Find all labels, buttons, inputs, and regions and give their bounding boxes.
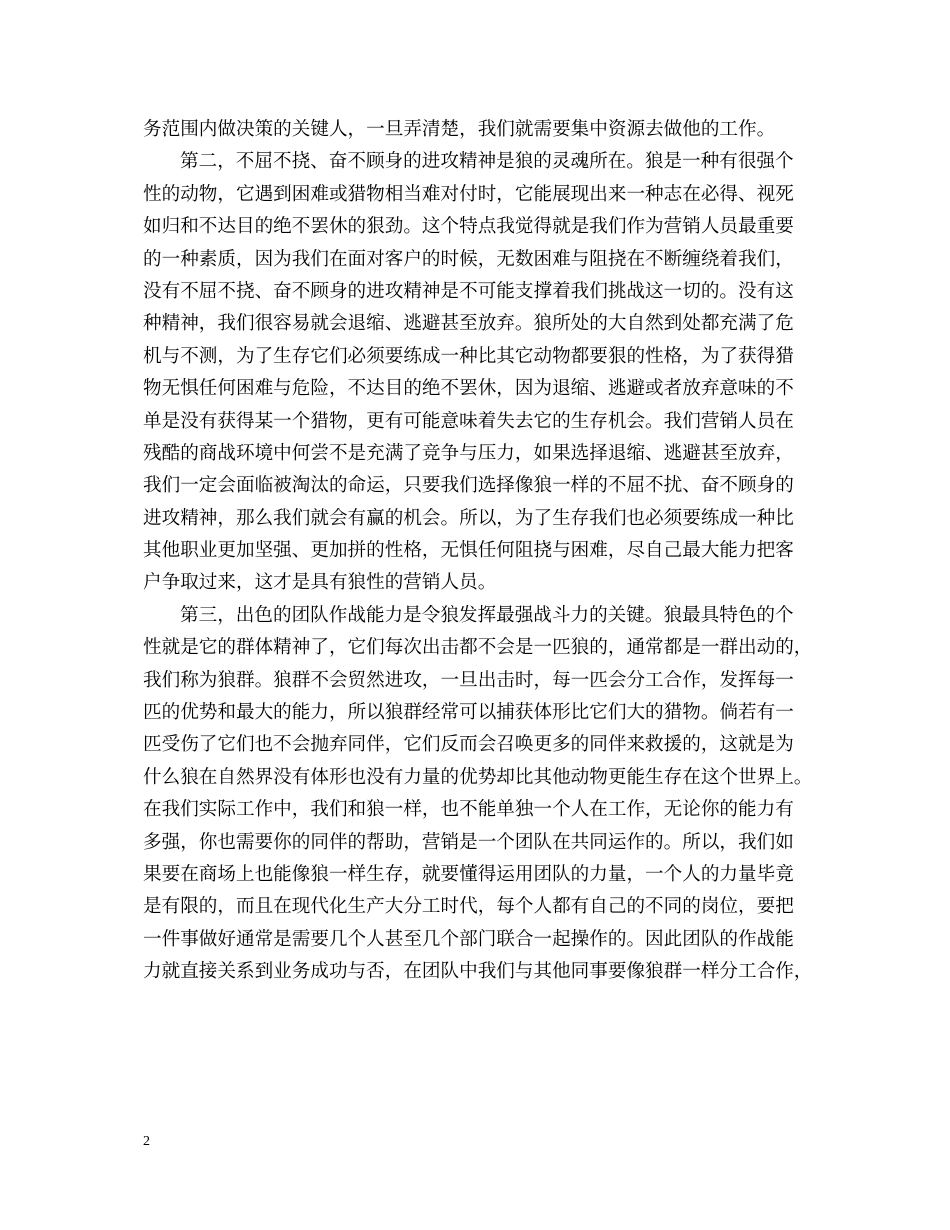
paragraph-first-line: 第二，不屈不挠、奋不顾身的进攻精神是狼的灵魂所在。狼是一种有很强个 [180,151,794,173]
paragraph-first-line: 第三，出色的团队作战能力是令狼发挥最强战斗力的关键。狼最具特色的个 [180,604,794,626]
text-line: 的一种素质，因为我们在面对客户的时候，无数困难与阻挠在不断缠绕着我们， [143,248,794,270]
text-line: 一件事做好通常是需要几个人甚至几个部门联合一起操作的。因此团队的作战能 [143,928,794,950]
text-line: 是有限的，而且在现代化生产大分工时代，每个人都有自己的不同的岗位，要把 [143,896,794,918]
text-line: 什么狼在自然界没有体形也没有力量的优势却比其他动物更能生存在这个世界上。 [143,766,813,788]
text-line: 在我们实际工作中，我们和狼一样，也不能单独一个人在工作，无论你的能力有 [143,799,794,821]
text-line: 多强，你也需要你的同伴的帮助，营销是一个团队在共同运作的。所以，我们如 [143,831,794,853]
text-line: 进攻精神，那么我们就会有赢的机会。所以，为了生存我们也必须要练成一种比 [143,507,794,529]
text-line: 机与不测，为了生存它们必须要练成一种比其它动物都要狠的性格，为了获得猎 [143,345,794,367]
text-line: 我们一定会面临被淘汰的命运，只要我们选择像狼一样的不屈不扰、奋不顾身的 [143,475,794,497]
text-line: 其他职业更加坚强、更加拼的性格，无惧任何阻挠与困难，尽自己最大能力把客 [143,540,794,562]
text-line: 物无惧任何困难与危险，不达目的绝不罢休，因为退缩、逃避或者放弃意味的不 [143,378,794,400]
text-line: 户争取过来，这才是具有狼性的营销人员。 [143,572,497,594]
text-line: 残酷的商战环境中何尝不是充满了竞争与压力，如果选择退缩、逃避甚至放弃， [143,442,794,464]
text-line: 没有不屈不挠、奋不顾身的进攻精神是不可能支撑着我们挑战这一切的。没有这 [143,280,794,302]
text-line: 匹受伤了它们也不会抛弃同伴，它们反而会召唤更多的同伴来救援的，这就是为 [143,734,794,756]
text-line: 种精神，我们很容易就会退缩、逃避甚至放弃。狼所处的大自然到处都充满了危 [143,313,794,335]
text-line: 单是没有获得某一个猎物，更有可能意味着失去它的生存机会。我们营销人员在 [143,410,794,432]
text-line: 匹的优势和最大的能力，所以狼群经常可以捕获体形比它们大的猎物。倘若有一 [143,702,794,724]
text-line: 务范围内做决策的关键人，一旦弄清楚，我们就需要集中资源去做他的工作。 [143,119,776,140]
text-line: 果要在商场上也能像狼一样生存，就要懂得运用团队的力量，一个人的力量毕竟 [143,863,794,885]
text-line: 性就是它的群体精神了，它们每次出击都不会是一匹狼的，通常都是一群出动的， [143,637,813,659]
text-line: 我们称为狼群。狼群不会贸然进攻，一旦出击时，每一匹会分工合作，发挥每一 [143,669,794,691]
text-line: 力就直接关系到业务成功与否，在团队中我们与其他同事要像狼群一样分工合作， [143,961,813,983]
text-line: 如归和不达目的绝不罢休的狠劲。这个特点我觉得就是我们作为营销人员最重要 [143,216,794,238]
body-text [143,114,823,989]
page-number: 2 [143,1134,150,1149]
text-line: 性的动物，它遇到困难或猎物相当难对付时，它能展现出来一种志在必得、视死 [143,183,794,205]
